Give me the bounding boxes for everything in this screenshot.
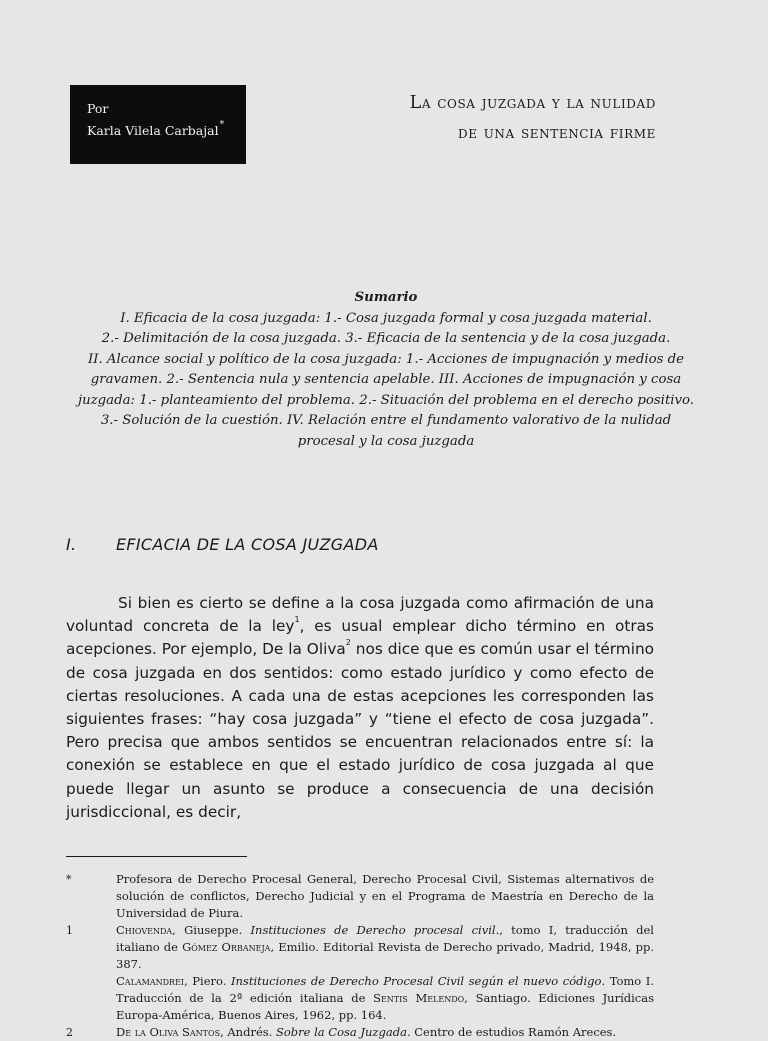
footnote-item [66, 1024, 654, 1041]
paragraph [66, 592, 654, 824]
author-name-text: Karla Vilela Carbajal [87, 123, 219, 138]
fn-author: Chiovenda [116, 923, 173, 937]
footnote-mark: 1 [66, 924, 73, 937]
fn-work: Sobre la Cosa Juzgada [275, 1025, 407, 1039]
title-line-2: de una sentencia firme [457, 123, 656, 143]
paragraph-text: nos dice que es común usar el término de cosa juzgada en dos sentidos: como estado jurídico y como efecto de ciertas resoluciones. A cada una de estas acepciones les corresponden las siguientes frases: “hay cosa juzgada” y “tiene el efecto de cosa juzgada”. Pero precisa que ambos sentidos se encuentran relacionados entre sí: la conexión se establece en que el estado jurídico de cosa juzgada al que puede llegar un asunto se produce a consecuencia de una decisión jurisdiccional, es decir, [66, 640, 654, 821]
section-heading [66, 535, 666, 554]
paragraph-text: Si bien es cierto se define a la cosa juzgada como afirmación de una voluntad concreta de la ley [66, 594, 654, 636]
fn-end: , Emilio. Editorial Revista de Derecho privado, Madrid, 1948, pp. 387. [116, 940, 654, 971]
summary-line: 3.- Solución de la cuestión. IV. Relación entre el fundamento valorativo de la nulidad [100, 413, 672, 428]
title-line-1 [410, 88, 656, 118]
summary-line: gravamen. 2.- Sentencia nula y sentencia apelable. III. Acciones de impugnación y cosa [90, 372, 682, 387]
footnotes [66, 871, 654, 1041]
summary-line: II. Alcance social y político de la cosa juzgada: 1.- Acciones de impugnación y medios de [87, 351, 685, 367]
fn-author-rest: , Piero. [184, 974, 231, 988]
fn-work: Instituciones de Derecho procesal civil [250, 923, 496, 937]
fn-after-work: ., tomo I, traducción del italiano de [116, 923, 654, 954]
section-title: EFICACIA DE LA COSA JUZGADA [116, 535, 379, 554]
body-text [66, 592, 654, 824]
author-box [70, 85, 246, 164]
fn-end: . Centro de estudios Ramón Areces. [406, 1025, 617, 1039]
author-prefix: Por [87, 101, 109, 116]
fn-author-rest: , Andrés. [220, 1025, 276, 1039]
section-number: I. [66, 535, 77, 554]
summary-heading: Sumario [354, 290, 418, 305]
footnote-item [66, 871, 654, 922]
footnote-text [116, 1024, 654, 1041]
fn-end: , Santiago. Ediciones Jurídicas Europa-América, Buenos Aires, 1962, pp. 164. [116, 991, 654, 1022]
footnote-mark: 2 [66, 1026, 73, 1039]
fn-author: Calamandrei [116, 974, 185, 988]
fn-author: De la Oliva Santos [116, 1025, 221, 1039]
footnote-rule [66, 856, 247, 857]
fn-translator: Gómez Orbaneja [182, 940, 271, 954]
title-initial: L [409, 93, 422, 113]
footnote-mark: * [66, 873, 72, 886]
author-name [87, 117, 246, 139]
paragraph-text: , es usual emplear dicho término en otras acepciones. Por ejemplo, De la Oliva [66, 617, 654, 659]
fn-work: Instituciones de Derecho Procesal Civil según el nuevo código [230, 974, 602, 988]
fn-author-rest: , Giuseppe. [172, 923, 251, 937]
fn-translator: Sentis Melendo [373, 991, 465, 1005]
footnote-item [66, 922, 654, 1024]
title-line-1-text: a cosa juzgada y la nulidad [421, 93, 656, 113]
summary-line: 2.- Delimitación de la cosa juzgada. 3.- Eficacia de la sentencia y de la cosa juzgada. [101, 331, 671, 346]
summary-line: juzgada: 1.- planteamiento del problema. 2.- Situación del problema en el derecho positivo. [77, 392, 695, 408]
fn-mid: . Tomo I. Traducción de la 2ª edición italiana de [116, 974, 655, 1005]
article-title [410, 88, 656, 148]
footnote-text: Profesora de Derecho Procesal General, Derecho Procesal Civil, Sistemas alternativos de solución de conflictos, Derecho Judicial y en el Programa de Maestría en Derecho de la Universidad de Piura. [116, 872, 654, 920]
summary-line: procesal y la cosa juzgada [297, 433, 475, 449]
footnote-ref-1[interactable]: 1 [294, 615, 300, 625]
footnote-ref-2[interactable]: 2 [345, 638, 351, 648]
author-footnote-mark: * [219, 120, 225, 130]
footnote-text [116, 922, 654, 1024]
summary-line: I. Eficacia de la cosa juzgada: 1.- Cosa juzgada formal y cosa juzgada material. [120, 310, 652, 326]
summary [40, 288, 732, 452]
